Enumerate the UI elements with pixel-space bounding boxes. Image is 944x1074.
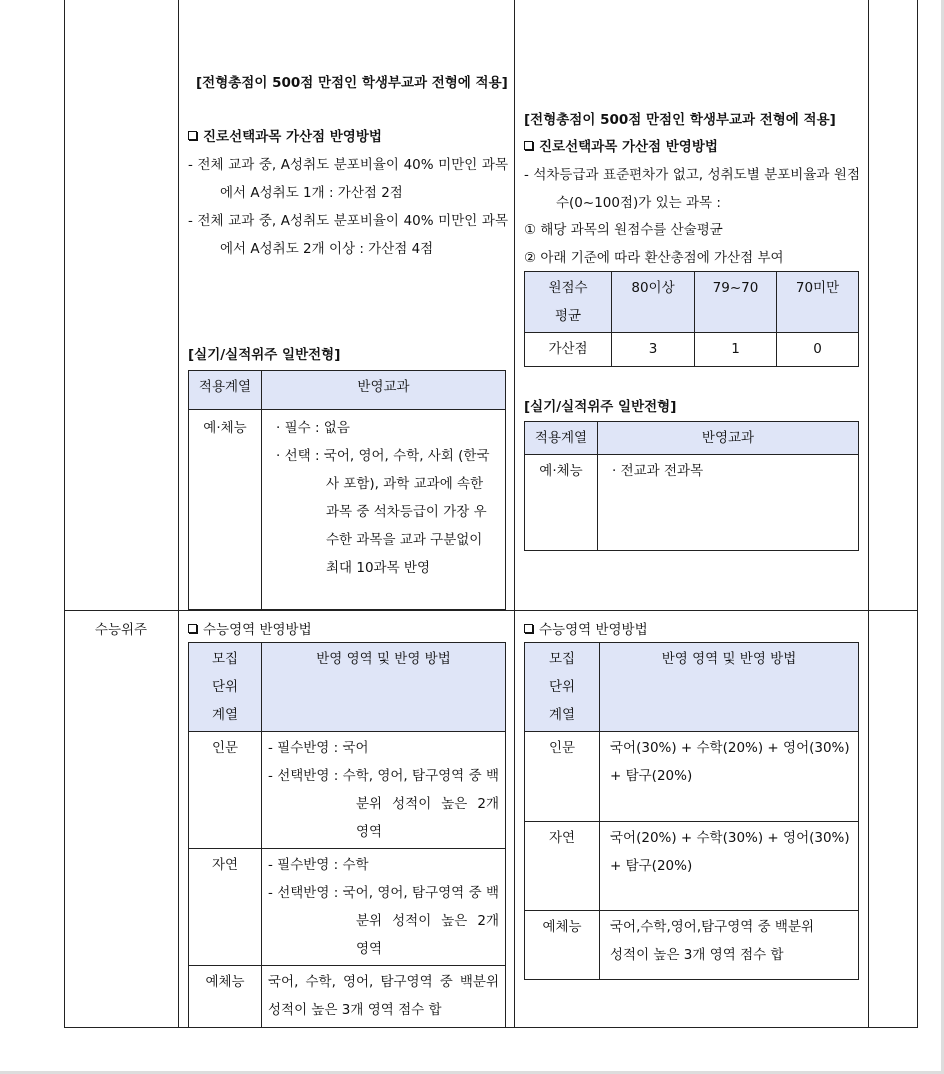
header-cell: 적용계열 <box>189 371 262 410</box>
column-divider <box>868 0 869 1028</box>
right-suneung-table <box>524 642 859 980</box>
row-label: 인문 <box>189 732 262 849</box>
header-cell: 79~70 <box>695 272 777 333</box>
left-heading <box>188 123 508 151</box>
left-title: [전형총점이 500점 만점인 학생부교과 전형에 적용] <box>196 75 508 91</box>
header-cell: 반영 영역 및 반영 방법 <box>262 643 506 732</box>
right-step: ① 해당 과목의 원점수를 산술평균 <box>524 222 723 238</box>
right-step: ② 아래 기준에 따라 환산총점에 가산점 부여 <box>524 250 784 266</box>
value-cell: 1 <box>695 333 777 367</box>
cell-line: · 필수 : 없음 <box>276 420 350 436</box>
outer-border-right <box>917 0 918 1028</box>
checkbox-bullet-icon <box>524 141 533 150</box>
header-cell: 적용계열 <box>525 422 598 455</box>
right-practical-title: [실기/실적위주 일반전형] <box>524 399 677 415</box>
cell-text: 국어(30%) + 수학(20%) + 영어(30%) + 탐구(20%) <box>600 732 859 822</box>
header-cell: 반영 영역 및 반영 방법 <box>600 643 859 732</box>
left-practical-title: [실기/실적위주 일반전형] <box>188 347 341 363</box>
checkbox-bullet-icon <box>188 624 197 633</box>
row-label: 자연 <box>525 822 600 911</box>
right-suneung-heading <box>524 616 648 644</box>
cell-line: - 선택반영 : 국어, 영어, 탐구영역 중 백분위 성적이 높은 2개 영역 <box>268 885 499 957</box>
left-bullet: - 전체 교과 중, A성취도 분포비율이 40% 미만인 과목에서 A성취도 1개 : 가산점 2점 <box>188 157 508 201</box>
cell-line: - 필수반영 : 수학 <box>268 857 369 873</box>
value-cell: 3 <box>612 333 695 367</box>
cell-line: - 필수반영 : 국어 <box>268 740 369 756</box>
right-bullet: - 석차등급과 표준편차가 없고, 성취도별 분포비율과 원점수(0~100점)가 있는 과목 : <box>524 167 860 211</box>
cell-text: 국어,수학,영어,탐구영역 중 백분위 성적이 높은 3개 영역 점수 합 <box>600 911 859 980</box>
outer-border-left <box>64 0 65 1028</box>
row-label: 예·체능 <box>525 455 598 551</box>
cell-line: 국어, 수학, 영어, 탐구영역 중 백분위 성적이 높은 3개 영역 점수 합 <box>262 966 506 1028</box>
row-label: 인문 <box>525 732 600 822</box>
right-practical-table <box>524 421 859 551</box>
column-divider <box>178 0 179 1028</box>
header-cell: 반영교과 <box>262 371 506 410</box>
header-cell: 원점수 평균 <box>525 272 612 333</box>
heading-text: 진로선택과목 가산점 반영방법 <box>203 129 382 145</box>
header-cell: 모집 단위 계열 <box>525 643 600 732</box>
heading-text: 진로선택과목 가산점 반영방법 <box>539 139 718 155</box>
header-cell: 모집 단위 계열 <box>189 643 262 732</box>
cell-text: · 전교과 전과목 <box>598 455 859 551</box>
cell-line: - 선택반영 : 수학, 영어, 탐구영역 중 백분위 성적이 높은 2개 영역 <box>268 768 499 840</box>
value-cell: 0 <box>777 333 859 367</box>
column-divider <box>514 0 515 1028</box>
bonus-table <box>524 271 859 367</box>
checkbox-bullet-icon <box>524 624 533 633</box>
left-suneung-table <box>188 642 506 1028</box>
row-label: 자연 <box>189 849 262 966</box>
row-label: 예·체능 <box>189 410 262 610</box>
checkbox-bullet-icon <box>188 131 197 140</box>
section-label: 수능위주 <box>94 622 148 638</box>
cell-text: 국어(20%) + 수학(30%) + 영어(30%) + 탐구(20%) <box>600 822 859 911</box>
header-cell: 80이상 <box>612 272 695 333</box>
row-label: 예체능 <box>189 966 262 1028</box>
header-cell: 70미만 <box>777 272 859 333</box>
heading-text: 수능영역 반영방법 <box>203 622 312 638</box>
row-divider <box>64 610 918 611</box>
left-bullet: - 전체 교과 중, A성취도 분포비율이 40% 미만인 과목에서 A성취도 2개 이상 : 가산점 4점 <box>188 213 508 257</box>
heading-text: 수능영역 반영방법 <box>539 622 648 638</box>
row-label: 가산점 <box>525 333 612 367</box>
right-title: [전형총점이 500점 만점인 학생부교과 전형에 적용] <box>524 112 836 128</box>
left-practical-table <box>188 370 506 610</box>
row-label: 예체능 <box>525 911 600 980</box>
left-suneung-heading <box>188 616 312 644</box>
cell-line: · 선택 : 국어, 영어, 수학, 사회 (한국사 포함), 과학 교과에 속한 과목 중 석차등급이 가장 우수한 과목을 교과 구분없이 최대 10과목 반영 <box>276 448 490 576</box>
right-heading <box>524 133 718 161</box>
header-cell: 반영교과 <box>598 422 859 455</box>
